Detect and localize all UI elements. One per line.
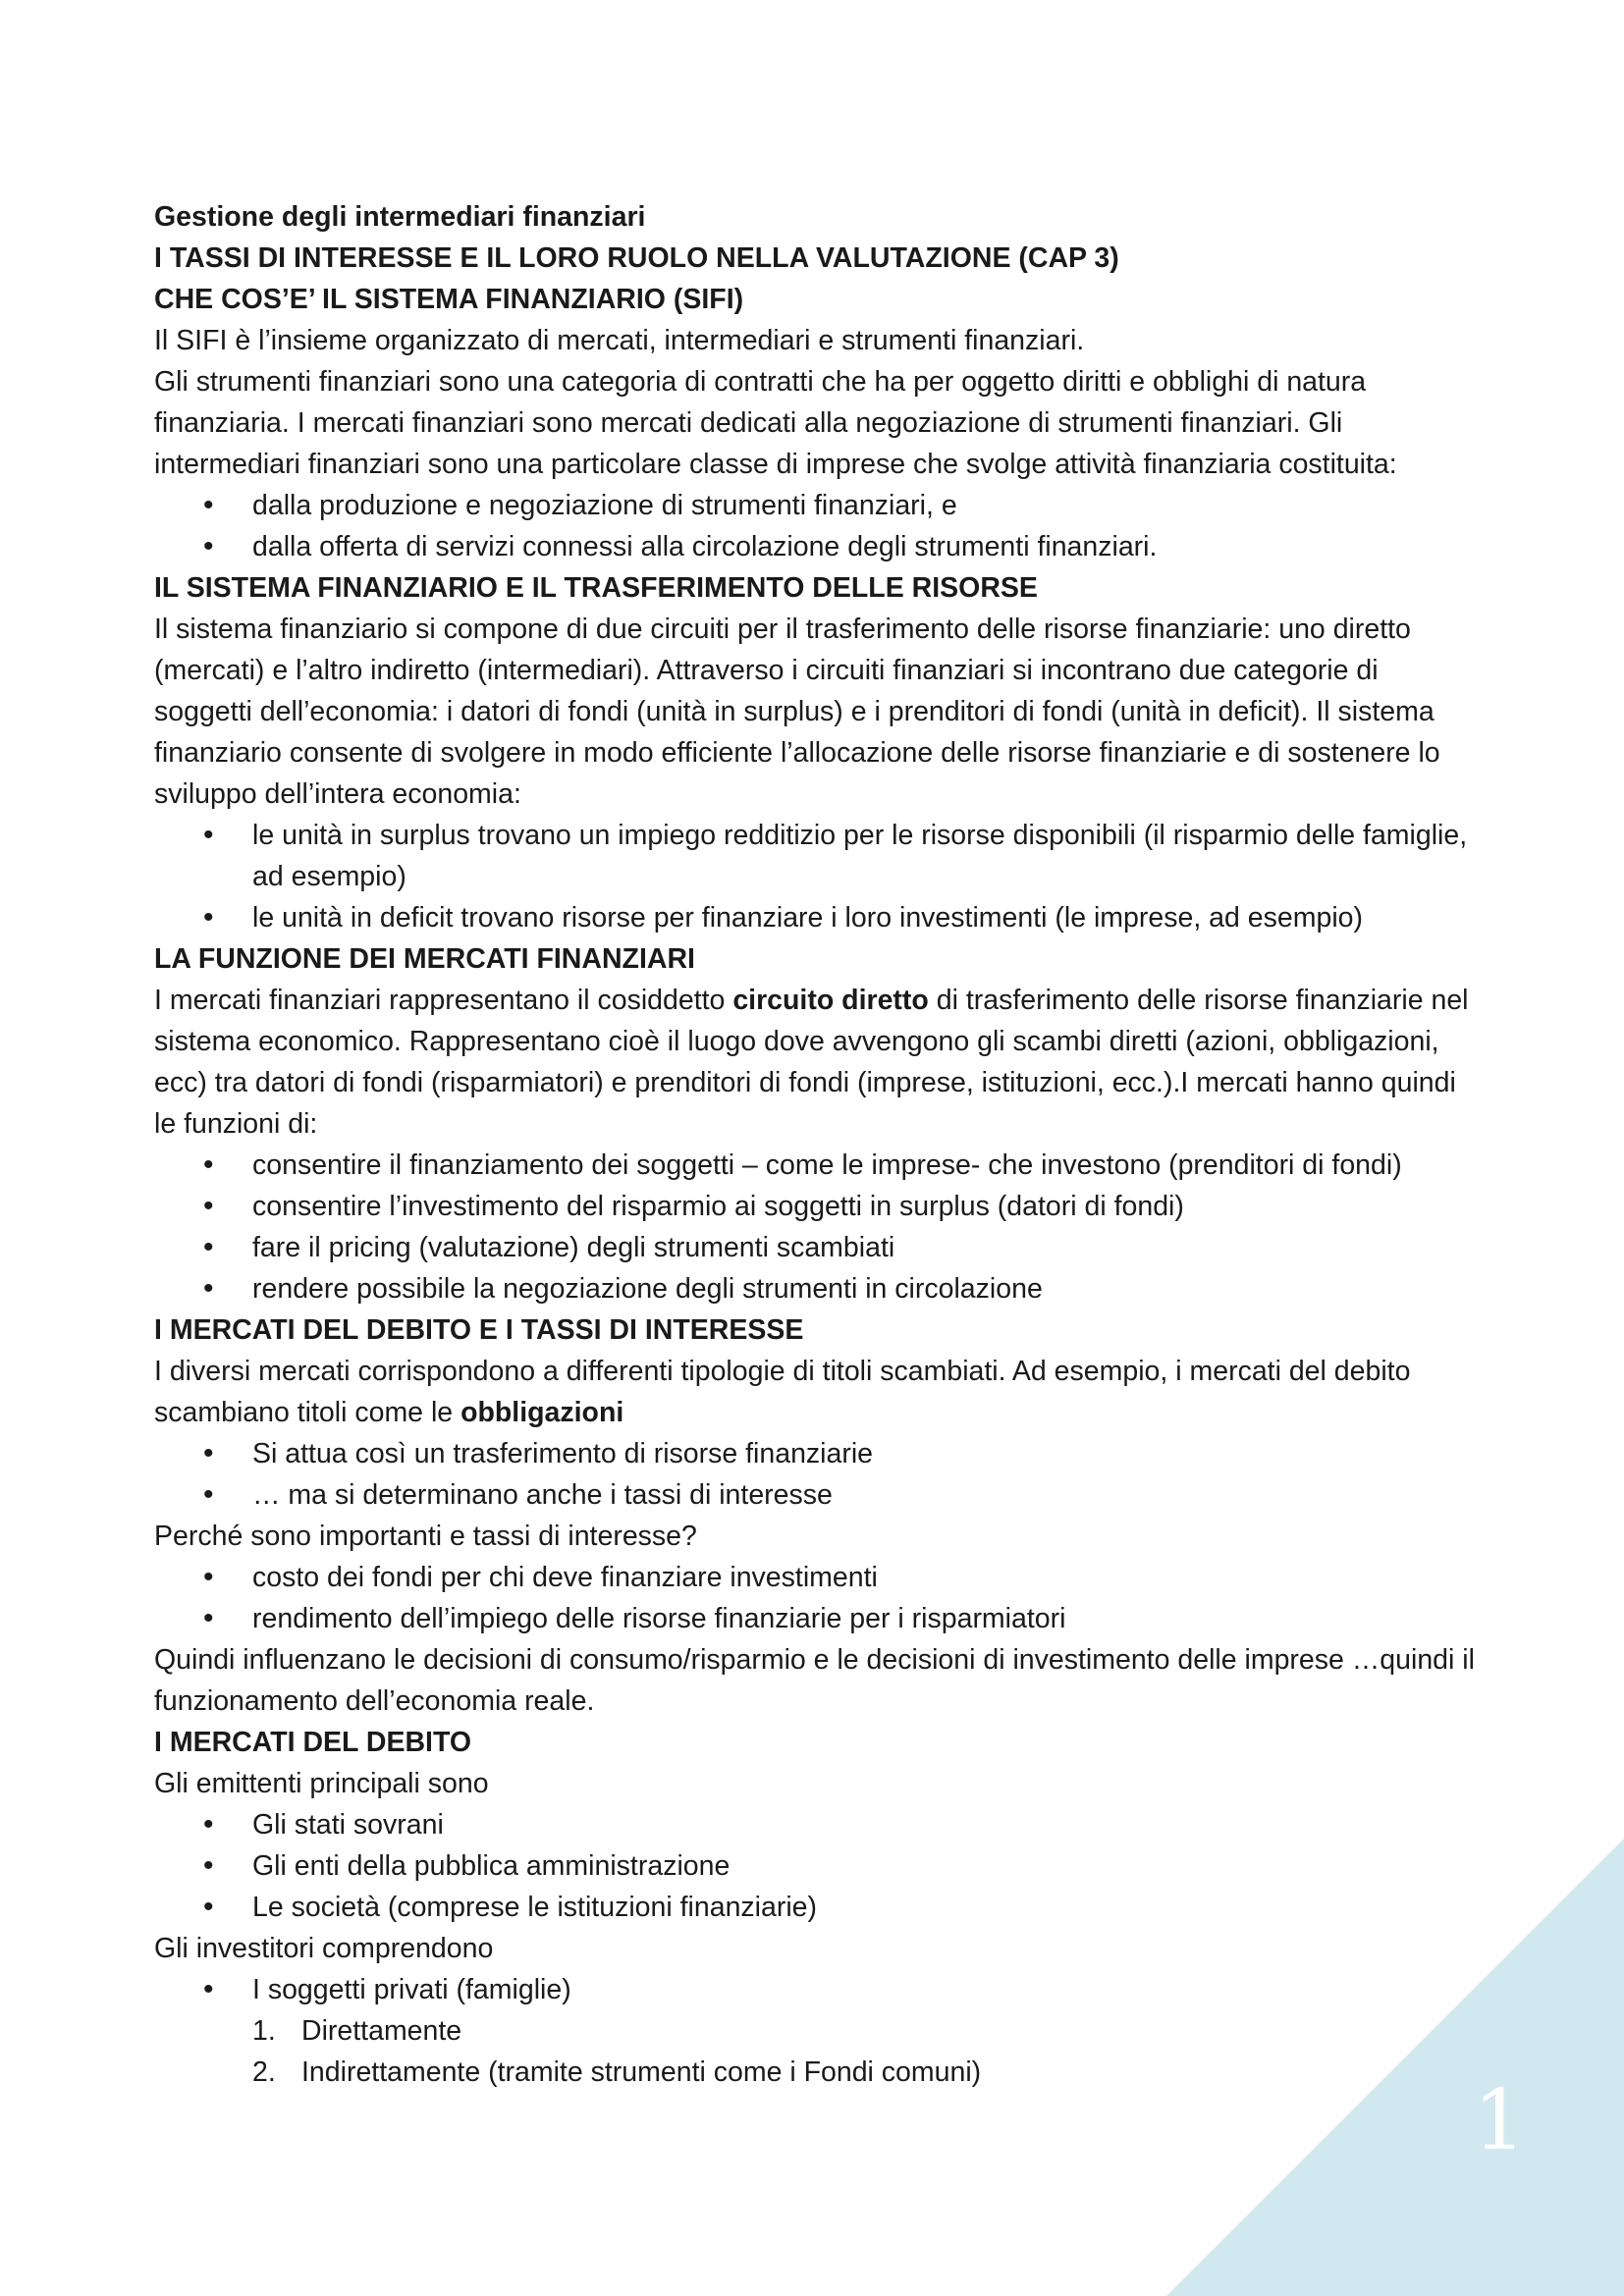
section-heading: LA FUNZIONE DEI MERCATI FINANZIARI	[154, 943, 695, 975]
bullet-list	[154, 1145, 1475, 1309]
paragraph: Gli investitori comprendono	[154, 1933, 494, 1964]
list-item: • dalla offerta di servizi connessi alla circolazione degli strumenti finanziari.	[154, 526, 1475, 567]
list-item: • Gli stati sovrani	[154, 1804, 1475, 1845]
list-item: • I soggetti privati (famiglie)	[154, 1969, 1475, 2010]
bold-term: obbligazioni	[460, 1397, 624, 1428]
list-item: • Gli enti della pubblica amministrazione	[154, 1845, 1475, 1887]
paragraph: Gli strumenti finanziari sono una categoria di contratti che ha per oggetto diritti e obblighi di natura finanziaria. I mercati finanziari sono mercati dedicati alla negoziazione di strumenti finanziari. Gli intermediari finanziari sono una particolare classe di imprese che svolge attività finanziaria costituita:	[154, 366, 1397, 480]
document-title: Gestione degli intermediari finanziari	[154, 201, 646, 233]
chapter-heading: I TASSI DI INTERESSE E IL LORO RUOLO NELLA VALUTAZIONE (CAP 3)	[154, 242, 1119, 274]
paragraph: Gli emittenti principali sono	[154, 1768, 489, 1799]
paragraph	[154, 980, 1475, 1145]
item-number: 1.	[252, 2015, 276, 2047]
numbered-list	[154, 2010, 1475, 2093]
section-heading: I MERCATI DEL DEBITO E I TASSI DI INTERESSE	[154, 1314, 804, 1346]
section-heading: IL SISTEMA FINANZIARIO E IL TRASFERIMENTO DELLE RISORSE	[154, 572, 1038, 604]
list-item: • costo dei fondi per chi deve finanziare investimenti	[154, 1557, 1475, 1598]
numbered-item	[154, 2052, 1475, 2093]
section-heading: CHE COS’E’ IL SISTEMA FINANZIARIO (SIFI)	[154, 284, 744, 315]
paragraph	[154, 1351, 1475, 1433]
paragraph: Il sistema finanziario si compone di due circuiti per il trasferimento delle risorse finanziarie: uno diretto (mercati) e l’altro indiretto (intermediari). Attraverso i circuiti finanziari si incontrano due categorie di soggetti dell’economia: i datori di fondi (unità in surplus) e i prenditori di fondi (unità in deficit). Il sistema finanziario consente di svolgere in modo efficiente l’allocazione delle risorse finanziarie e di sostenere lo sviluppo dell’intera economia:	[154, 614, 1440, 810]
list-item: • le unità in surplus trovano un impiego redditizio per le risorse disponibili (il risparmio delle famiglie, ad esempio)	[154, 815, 1475, 897]
item-text: Indirettamente (tramite strumenti come i Fondi comuni)	[301, 2056, 982, 2088]
text-run: di trasferimento delle risorse finanziarie nel sistema economico. Rappresentano cioè il luogo dove avvengono gli scambi diretti (azioni, obbligazioni, ecc) tra datori di fondi (risparmiatori) e prenditori di fondi (imprese, istituzioni, ecc.).I mercati hanno quindi le funzioni di:	[154, 985, 1469, 1140]
list-item: • consentire l’investimento del risparmio ai soggetti in surplus (datori di fondi)	[154, 1186, 1475, 1227]
section-heading: I MERCATI DEL DEBITO	[154, 1727, 472, 1758]
bullet-list	[154, 485, 1475, 567]
list-item: • Si attua così un trasferimento di risorse finanziarie	[154, 1433, 1475, 1474]
text-run: I diversi mercati corrispondono a differenti tipologie di titoli scambiati. Ad esempio, i mercati del debito scambiano titoli come le	[154, 1356, 1411, 1428]
page-number: 1	[1473, 2072, 1526, 2168]
list-item: • rendimento dell’impiego delle risorse finanziarie per i risparmiatori	[154, 1598, 1475, 1639]
document-body	[154, 196, 1475, 2093]
bullet-list	[154, 1433, 1475, 1516]
list-item: • le unità in deficit trovano risorse per finanziare i loro investimenti (le imprese, ad esempio)	[154, 897, 1475, 938]
numbered-item	[154, 2010, 1475, 2052]
paragraph: Quindi influenzano le decisioni di consumo/risparmio e le decisioni di investimento delle imprese …quindi il funzionamento dell’economia reale.	[154, 1644, 1475, 1717]
list-item: • consentire il finanziamento dei soggetti – come le imprese- che investono (prenditori di fondi)	[154, 1145, 1475, 1186]
list-item: • rendere possibile la negoziazione degli strumenti in circolazione	[154, 1268, 1475, 1309]
list-item: • fare il pricing (valutazione) degli strumenti scambiati	[154, 1227, 1475, 1268]
bullet-list	[154, 1557, 1475, 1639]
bullet-list	[154, 815, 1475, 938]
bullet-list	[154, 1804, 1475, 1928]
paragraph: Perché sono importanti e tassi di interesse?	[154, 1521, 697, 1552]
paragraph: Il SIFI è l’insieme organizzato di mercati, intermediari e strumenti finanziari.	[154, 325, 1085, 356]
text-run: I mercati finanziari rappresentano il cosiddetto	[154, 985, 733, 1016]
list-item: • … ma si determinano anche i tassi di interesse	[154, 1474, 1475, 1516]
bold-term: circuito diretto	[732, 985, 929, 1016]
list-item: • Le società (comprese le istituzioni finanziarie)	[154, 1887, 1475, 1928]
bullet-list	[154, 1969, 1475, 2010]
item-text: Direttamente	[301, 2015, 462, 2047]
item-number: 2.	[252, 2056, 276, 2088]
list-item: • dalla produzione e negoziazione di strumenti finanziari, e	[154, 485, 1475, 526]
